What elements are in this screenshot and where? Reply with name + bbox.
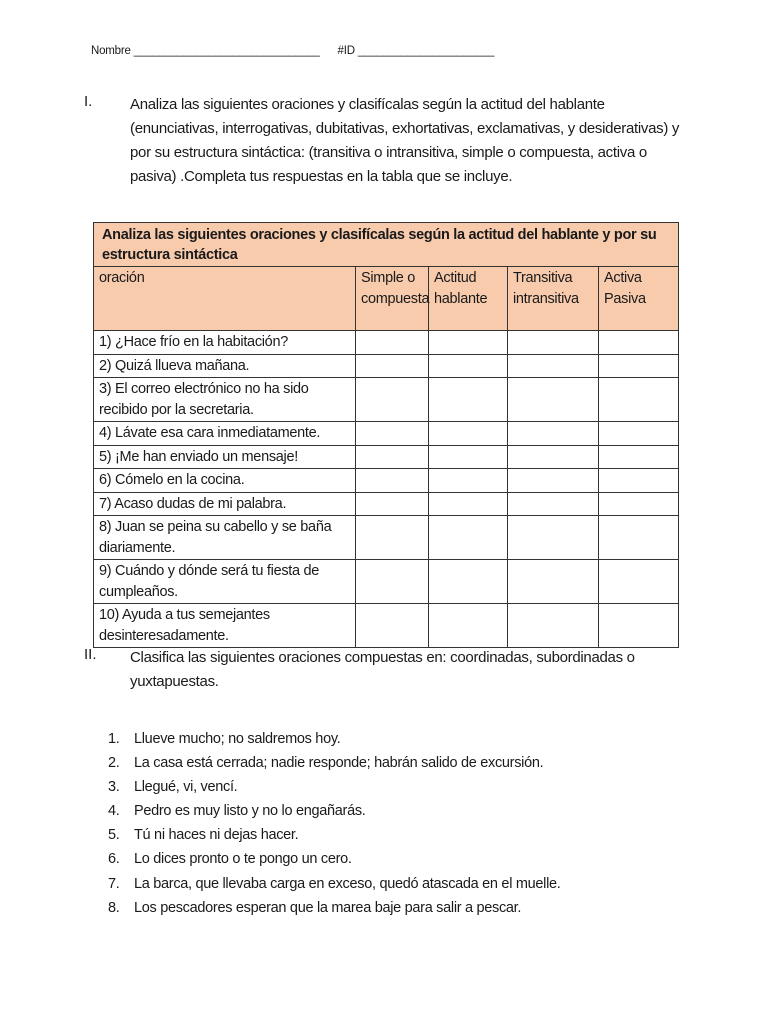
compound-sentence-list xyxy=(108,727,560,920)
table-row xyxy=(94,469,679,493)
column-header-oracion: oración xyxy=(94,267,356,331)
list-item-number: 7. xyxy=(108,875,120,892)
table-title: Analiza las siguientes oraciones y clasifícalas según la actitud del hablante y por su estructura sintáctica xyxy=(94,223,679,267)
classification-table xyxy=(93,222,679,648)
answer-transitiva[interactable] xyxy=(508,604,599,648)
answer-activa-pasiva[interactable] xyxy=(599,604,679,648)
table-row xyxy=(94,445,679,469)
answer-transitiva[interactable] xyxy=(508,469,599,493)
list-item-number: 2. xyxy=(108,755,120,772)
answer-simple-compuesta[interactable] xyxy=(356,560,429,604)
answer-transitiva[interactable] xyxy=(508,378,599,422)
answer-actitud[interactable] xyxy=(429,516,508,560)
answer-activa-pasiva[interactable] xyxy=(599,469,679,493)
answer-simple-compuesta[interactable] xyxy=(356,604,429,648)
sentence-cell: 3) El correo electrónico no ha sido recibido por la secretaria. xyxy=(94,378,356,422)
table-row xyxy=(94,560,679,604)
column-header-actitud: Actitud hablante xyxy=(429,267,508,331)
answer-transitiva[interactable] xyxy=(508,445,599,469)
table-row xyxy=(94,331,679,355)
table-row xyxy=(94,378,679,422)
name-id-line: Nombre ______________________________ #ID ______________________ xyxy=(91,45,495,57)
answer-activa-pasiva[interactable] xyxy=(599,492,679,516)
answer-simple-compuesta[interactable] xyxy=(356,492,429,516)
answer-actitud[interactable] xyxy=(429,560,508,604)
list-item-number: 1. xyxy=(108,731,120,747)
list-item xyxy=(108,872,560,896)
list-item xyxy=(108,847,560,871)
column-header-transitiva: Transitiva intransitiva xyxy=(508,267,599,331)
table-row xyxy=(94,354,679,378)
answer-actitud[interactable] xyxy=(429,378,508,422)
answer-actitud[interactable] xyxy=(429,604,508,648)
answer-activa-pasiva[interactable] xyxy=(599,331,679,355)
answer-transitiva[interactable] xyxy=(508,560,599,604)
answer-transitiva[interactable] xyxy=(508,331,599,355)
list-item-number: 3. xyxy=(108,779,120,796)
answer-actitud[interactable] xyxy=(429,331,508,355)
answer-simple-compuesta[interactable] xyxy=(356,469,429,493)
answer-simple-compuesta[interactable] xyxy=(356,378,429,422)
list-item-text: Los pescadores esperan que la marea baje para salir a pescar. xyxy=(134,899,522,916)
list-item-text: La barca, que llevaba carga en exceso, quedó atascada en el muelle. xyxy=(134,875,561,892)
list-item xyxy=(108,799,560,823)
answer-simple-compuesta[interactable] xyxy=(356,445,429,469)
section-1-instructions: Analiza las siguientes oraciones y clasifícalas según la actitud del hablante (enunciativas, interrogativas, dubitativas, exhortativas, exclamativas, y desiderativas) y por su estructura sintáctica: (transitiva o intransitiva, simple o compuesta, activa o pasiva) .Completa tus respuestas en la tabla que se incluye. xyxy=(130,96,680,185)
sentence-cell: 8) Juan se peina su cabello y se baña diariamente. xyxy=(94,516,356,560)
sentence-cell: 9) Cuándo y dónde será tu fiesta de cumpleaños. xyxy=(94,560,356,604)
answer-actitud[interactable] xyxy=(429,469,508,493)
list-item-text: Lo dices pronto o te pongo un cero. xyxy=(134,851,352,868)
table-row xyxy=(94,604,679,648)
list-item xyxy=(108,727,560,751)
answer-transitiva[interactable] xyxy=(508,422,599,446)
answer-activa-pasiva[interactable] xyxy=(599,516,679,560)
list-item-number: 8. xyxy=(108,899,120,916)
list-item xyxy=(108,751,560,775)
sentence-cell: 4) Lávate esa cara inmediatamente. xyxy=(94,422,356,446)
sentence-cell: 6) Cómelo en la cocina. xyxy=(94,469,356,493)
answer-simple-compuesta[interactable] xyxy=(356,354,429,378)
answer-actitud[interactable] xyxy=(429,492,508,516)
answer-activa-pasiva[interactable] xyxy=(599,445,679,469)
list-item-text: Tú ni haces ni dejas hacer. xyxy=(134,827,299,844)
list-item-text: Llueve mucho; no saldremos hoy. xyxy=(134,731,341,747)
answer-actitud[interactable] xyxy=(429,354,508,378)
answer-transitiva[interactable] xyxy=(508,492,599,516)
sentence-cell: 5) ¡Me han enviado un mensaje! xyxy=(94,445,356,469)
section-2-instructions: Clasifica las siguientes oraciones compuestas en: coordinadas, subordinadas o yuxtapuestas. xyxy=(130,649,635,690)
list-item xyxy=(108,823,560,847)
answer-transitiva[interactable] xyxy=(508,516,599,560)
sentence-cell: 1) ¿Hace frío en la habitación? xyxy=(94,331,356,355)
sentence-cell: 2) Quizá llueva mañana. xyxy=(94,354,356,378)
list-item-number: 4. xyxy=(108,803,120,820)
answer-actitud[interactable] xyxy=(429,445,508,469)
answer-simple-compuesta[interactable] xyxy=(356,331,429,355)
answer-activa-pasiva[interactable] xyxy=(599,354,679,378)
table-body xyxy=(94,331,679,648)
column-header-activa-pasiva: Activa Pasiva xyxy=(599,267,679,331)
column-header-simple-compuesta: Simple o compuesta xyxy=(356,267,429,331)
answer-simple-compuesta[interactable] xyxy=(356,422,429,446)
list-item-text: Pedro es muy listo y no lo engañarás. xyxy=(134,803,366,820)
list-item-text: Llegué, vi, vencí. xyxy=(134,779,238,796)
table-row xyxy=(94,422,679,446)
answer-activa-pasiva[interactable] xyxy=(599,560,679,604)
answer-simple-compuesta[interactable] xyxy=(356,516,429,560)
list-item-number: 5. xyxy=(108,827,120,844)
section-2-numeral: II. xyxy=(84,646,97,663)
sentence-cell: 10) Ayuda a tus semejantes desinteresadamente. xyxy=(94,604,356,648)
answer-activa-pasiva[interactable] xyxy=(599,378,679,422)
table-row xyxy=(94,492,679,516)
answer-transitiva[interactable] xyxy=(508,354,599,378)
list-item xyxy=(108,896,560,920)
list-item-text: La casa está cerrada; nadie responde; habrán salido de excursión. xyxy=(134,755,544,772)
list-item xyxy=(108,775,560,799)
section-1-numeral: I. xyxy=(84,93,93,110)
sentence-cell: 7) Acaso dudas de mi palabra. xyxy=(94,492,356,516)
table-row xyxy=(94,516,679,560)
answer-actitud[interactable] xyxy=(429,422,508,446)
list-item-number: 6. xyxy=(108,851,120,868)
answer-activa-pasiva[interactable] xyxy=(599,422,679,446)
